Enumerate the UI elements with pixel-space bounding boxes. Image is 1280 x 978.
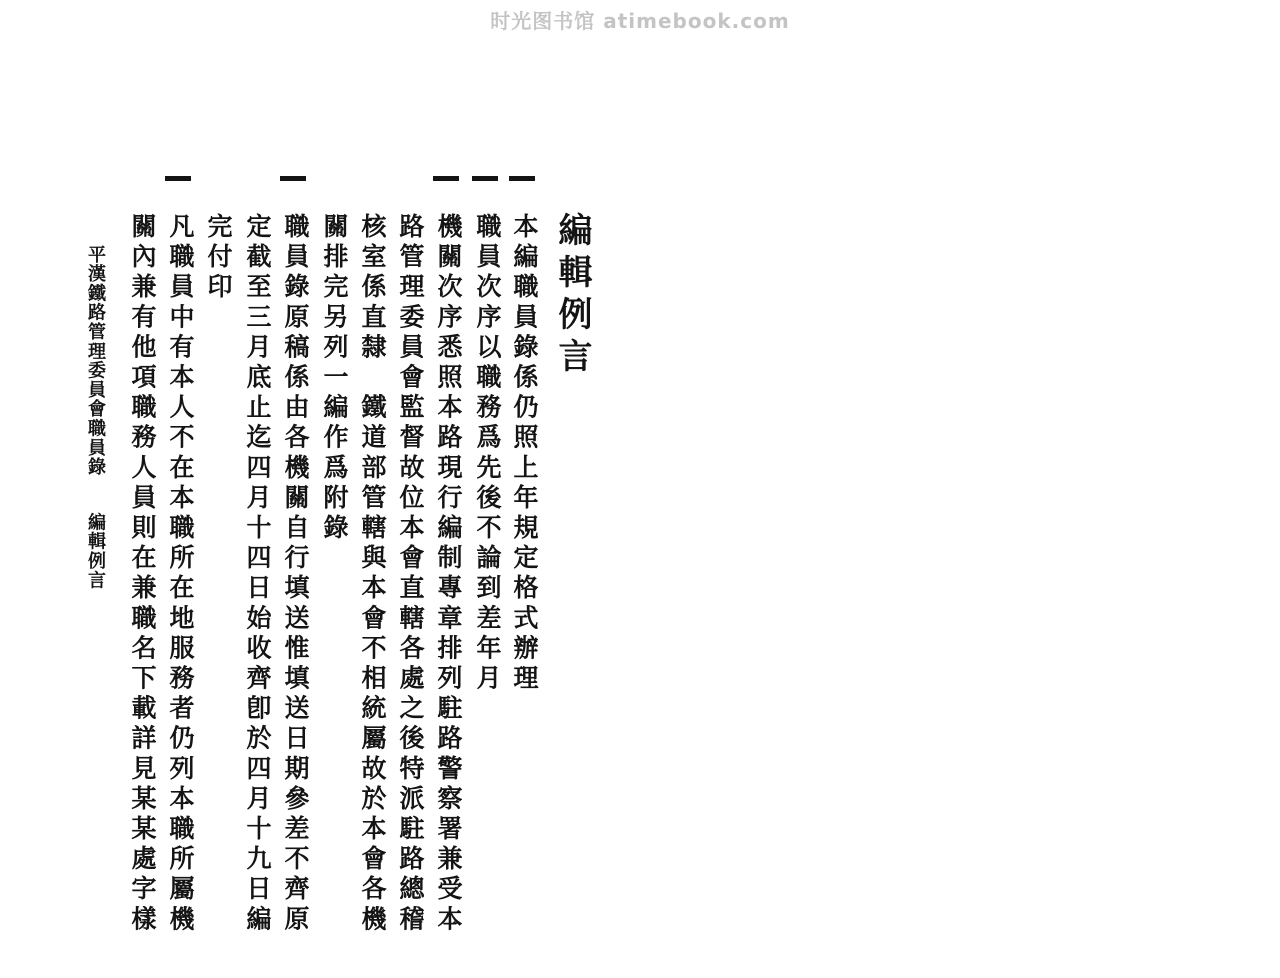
item-5-line-1: 凡職員中有本人不在本職所在地服務者仍列本職所屬機 <box>166 213 195 936</box>
watermark: 时光图书馆 atimebook.com <box>490 9 790 33</box>
item-3-line-3: 核室係直隸 鐵道部管轄與本會不相統屬故於本會各機 <box>358 213 387 936</box>
item-4-line-2: 定截至三月底止迄四月十四日始收齊卽於四月十九日編 <box>243 213 272 936</box>
running-footer <box>82 245 108 590</box>
item-2-line-1: 職員次序以職務爲先後不論到差年月 <box>473 213 502 695</box>
item-3-line-4: 關排完另列一編作爲附錄 <box>320 213 349 545</box>
item-5-bullet <box>165 176 191 181</box>
item-4-bullet <box>280 176 306 181</box>
item-2-bullet <box>472 176 498 181</box>
item-1-line-1: 本編職員錄係仍照上年規定格式辦理 <box>510 213 539 695</box>
item-1-bullet <box>509 176 535 181</box>
item-4-line-3: 完付印 <box>204 213 233 304</box>
footer-section: 編輯例言 <box>85 512 106 590</box>
item-3-line-1: 機關次序悉照本路現行編制專章排列駐路警察署兼受本 <box>434 213 463 936</box>
item-3-bullet <box>433 176 459 181</box>
item-5-line-2: 關內兼有他項職務人員則在兼職名下載詳見某某處字樣 <box>128 213 157 936</box>
page-title: 編輯例言 <box>552 212 592 380</box>
item-4-line-1: 職員錄原稿係由各機關自行填送惟填送日期參差不齊原 <box>281 213 310 936</box>
item-3-line-2: 路管理委員會監督故位本會直轄各處之後特派駐路總稽 <box>396 213 425 936</box>
footer-book-title: 平漢鐵路管理委員會職員錄 <box>85 245 106 477</box>
